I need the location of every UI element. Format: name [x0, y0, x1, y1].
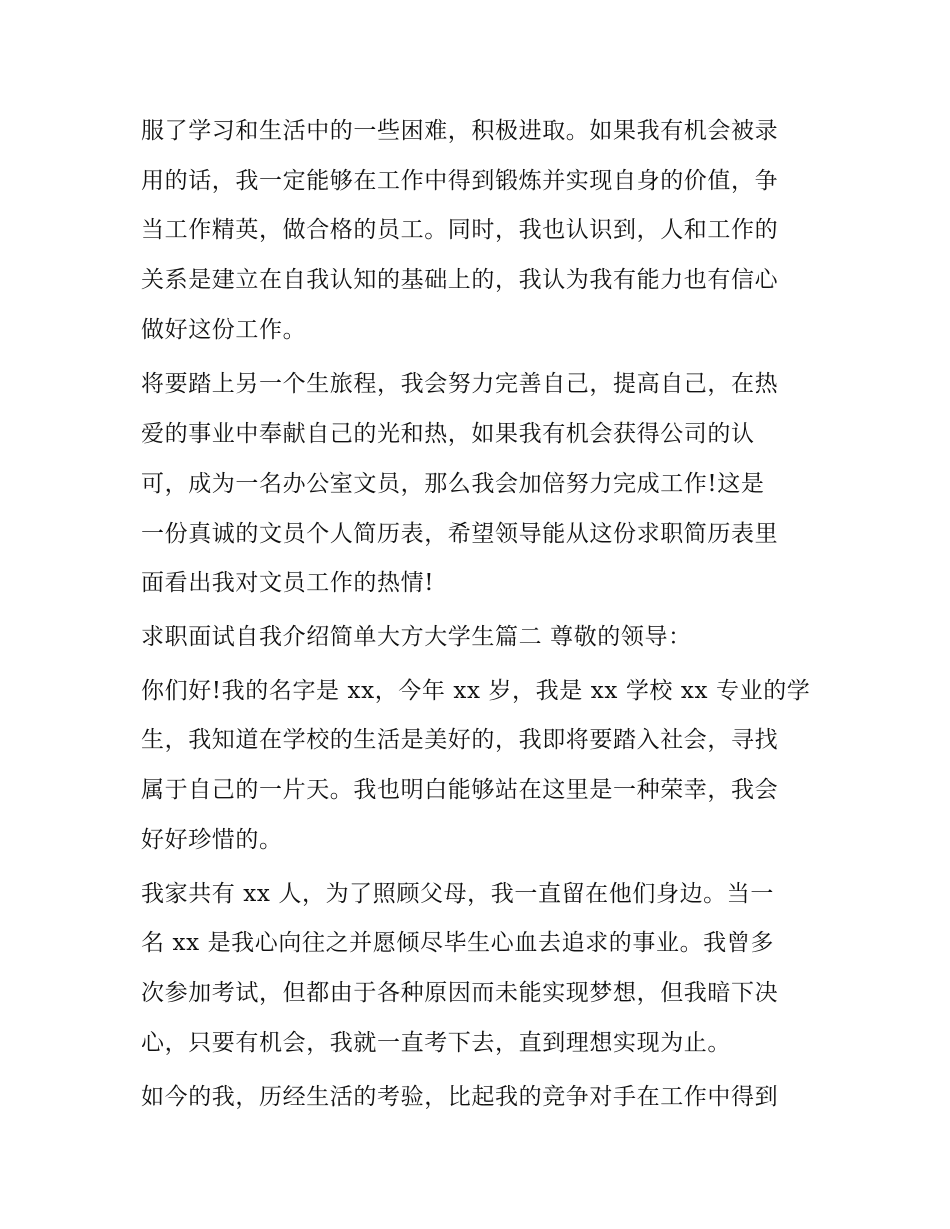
- text-line: 面看出我对文员工作的热情!: [141, 570, 435, 596]
- text-line: 一份真诚的文员个人简历表，希望领导能从这份求职简历表里: [141, 521, 779, 547]
- text-line: 关系是建立在自我认知的基础上的，我认为我有能力也有信心: [141, 267, 779, 293]
- text-line: 如今的我，历经生活的考验，比起我的竞争对手在工作中得到: [141, 1084, 779, 1110]
- text-line: 做好这份工作。: [141, 317, 307, 343]
- text-line: 求职面试自我介绍简单大方大学生篇二 尊敬的领导：: [141, 624, 692, 650]
- text-line: 当工作精英，做合格的员工。同时，我也认识到，人和工作的: [141, 217, 779, 243]
- text-line: 我家共有 xx 人，为了照顾父母，我一直留在他们身边。当一: [141, 881, 774, 907]
- text-line: 可，成为一名办公室文员，那么我会加倍努力完成工作!这是: [141, 471, 765, 497]
- text-line: 用的话，我一定能够在工作中得到锻炼并实现自身的价值，争: [141, 168, 779, 194]
- text-line: 名 xx 是我心向往之并愿倾尽毕生心血去追求的事业。我曾多: [141, 930, 774, 956]
- text-line: 服了学习和生活中的一些困难，积极进取。如果我有机会被录: [141, 118, 779, 144]
- text-line: 好好珍惜的。: [141, 827, 283, 853]
- text-line: 你们好!我的名字是 xx，今年 xx 岁，我是 xx 学校 xx 专业的学: [141, 678, 811, 704]
- text-line: 心，只要有机会，我就一直考下去，直到理想实现为止。: [141, 1030, 731, 1056]
- text-line: 将要踏上另一个生旅程，我会努力完善自己，提高自己，在热: [141, 371, 779, 397]
- text-line: 次参加考试，但都由于各种原因而未能实现梦想，但我暗下决: [141, 980, 779, 1006]
- text-line: 属于自己的一片天。我也明白能够站在这里是一种荣幸，我会: [141, 777, 779, 803]
- text-line: 爱的事业中奉献自己的光和热，如果我有机会获得公司的认: [141, 421, 755, 447]
- text-line: 生，我知道在学校的生活是美好的，我即将要踏入社会，寻找: [141, 727, 779, 753]
